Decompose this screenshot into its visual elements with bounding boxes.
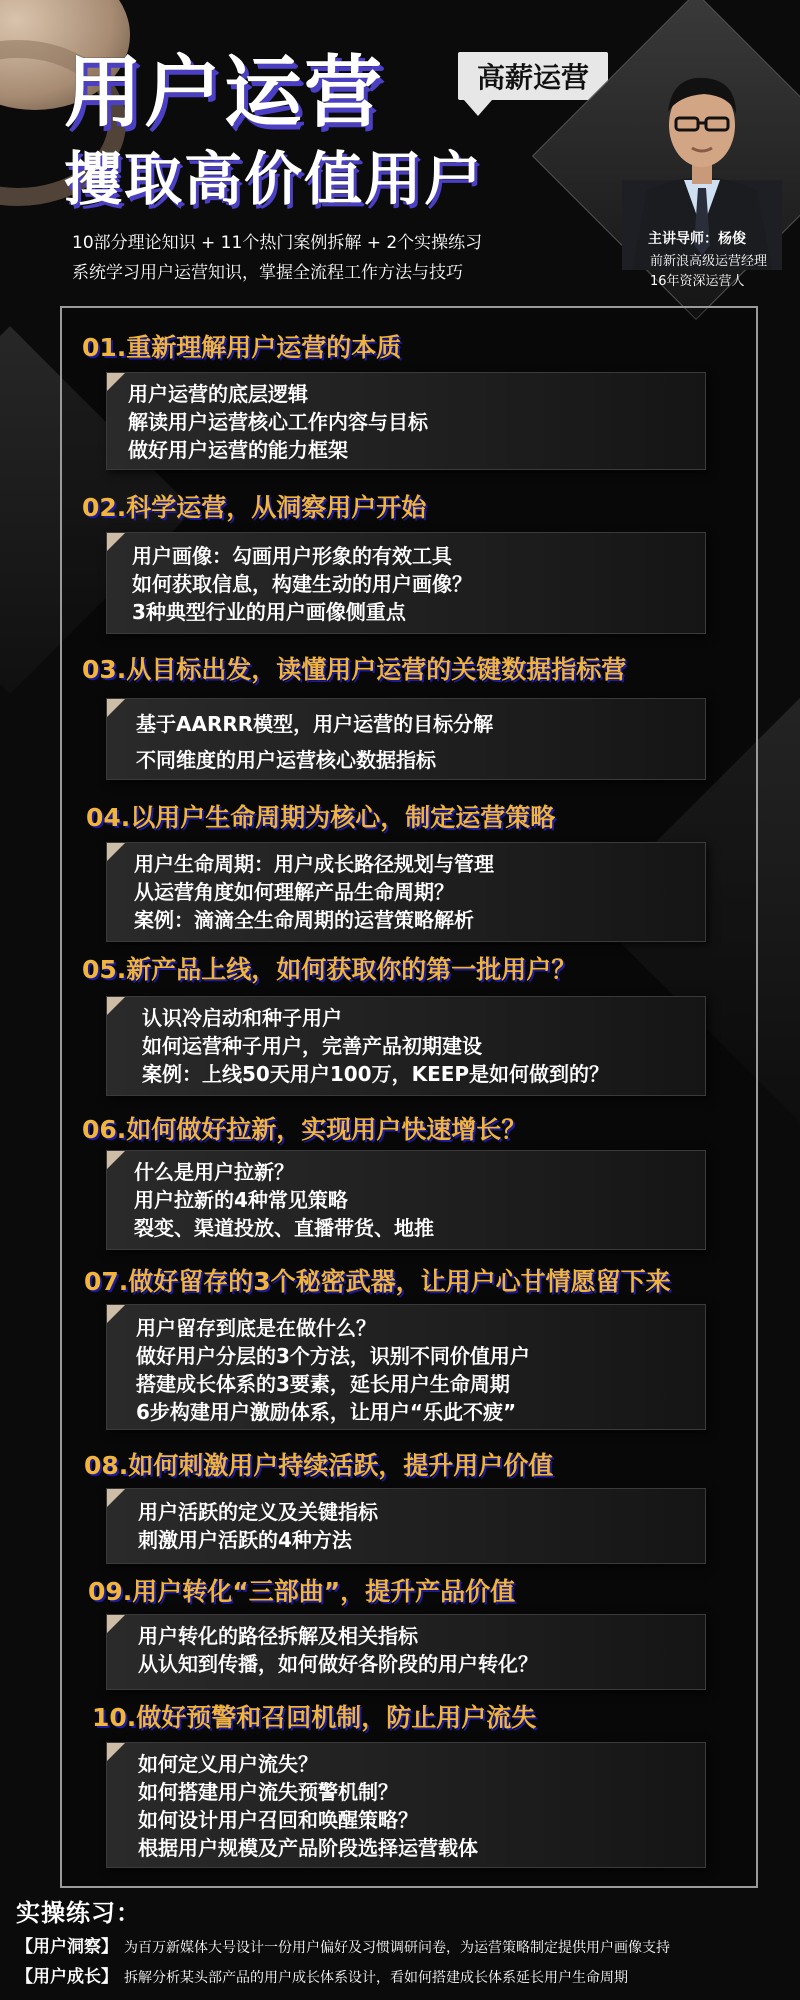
section-item: 如何搭建用户流失预警机制？	[138, 1780, 398, 1804]
practice-text: 为百万新媒体大号设计一份用户偏好及习惯调研问卷，为运营策略制定提供用户画像支持	[124, 1940, 670, 1956]
teacher-title-2: 16年资深运营人	[650, 274, 745, 289]
section-item: 认识冷启动和种子用户	[142, 1006, 342, 1030]
section-title: 09.用户转化“三部曲”，提升产品价值	[88, 1577, 516, 1606]
section-title: 01.重新理解用户运营的本质	[82, 333, 402, 362]
section-item: 刺激用户活跃的4种方法	[138, 1528, 352, 1552]
section-item: 案例：滴滴全生命周期的运营策略解析	[134, 908, 474, 932]
section-title: 06.如何做好拉新，实现用户快速增长？	[82, 1115, 527, 1144]
teacher-title-1: 前新浪高级运营经理	[650, 254, 768, 269]
section-item: 用户生命周期：用户成长路径规划与管理	[134, 852, 494, 876]
section-title: 10.做好预警和召回机制，防止用户流失	[92, 1703, 537, 1732]
section-item: 从运营角度如何理解产品生命周期？	[134, 880, 454, 904]
section-title: 03.从目标出发，读懂用户运营的关键数据指标营	[82, 655, 627, 684]
section-title: 05.新产品上线，如何获取你的第一批用户？	[82, 955, 577, 984]
section-item: 3种典型行业的用户画像侧重点	[132, 600, 406, 624]
practice-text: 拆解分析某头部产品的用户成长体系设计，看如何搭建成长体系延长用户生命周期	[124, 1970, 628, 1986]
practice-tag: 【用户洞察】	[16, 1937, 118, 1957]
section-item: 解读用户运营核心工作内容与目标	[128, 410, 428, 434]
practice-tag: 【用户成长】	[16, 1967, 118, 1987]
practice-heading: 实操练习：	[16, 1899, 141, 1927]
section-item: 如何运营种子用户，完善产品初期建设	[142, 1034, 482, 1058]
section-item: 用户拉新的4种常见策略	[134, 1188, 348, 1212]
section-title: 08.如何刺激用户持续活跃，提升用户价值	[84, 1451, 554, 1480]
section-item: 搭建成长体系的3要素，延长用户生命周期	[136, 1372, 510, 1396]
section-item: 用户转化的路径拆解及相关指标	[138, 1624, 418, 1648]
section-item: 从认知到传播，如何做好各阶段的用户转化？	[138, 1652, 538, 1676]
section-item: 基于AARRR模型，用户运营的目标分解	[136, 712, 494, 736]
section-title: 02.科学运营，从洞察用户开始	[82, 493, 427, 522]
teacher-name: 主讲导师：杨俊	[648, 231, 746, 247]
intro-line-1: 10部分理论知识 + 11个热门案例拆解 + 2个实操练习	[72, 233, 483, 253]
intro-line-2: 系统学习用户运营知识，掌握全流程工作方法与技巧	[72, 263, 463, 283]
section-item: 用户活跃的定义及关键指标	[138, 1500, 378, 1524]
section-item: 做好用户运营的能力框架	[128, 438, 348, 462]
section-item: 做好用户分层的3个方法，识别不同价值用户	[136, 1344, 530, 1368]
section-title: 07.做好留存的3个秘密武器，让用户心甘情愿留下来	[84, 1267, 671, 1296]
main-title: 用户运营	[64, 48, 385, 138]
section-item: 用户留存到底是在做什么？	[136, 1316, 376, 1340]
section-item: 什么是用户拉新？	[134, 1160, 294, 1184]
section-item: 根据用户规模及产品阶段选择运营载体	[138, 1836, 478, 1860]
section-item: 不同维度的用户运营核心数据指标	[136, 748, 436, 772]
section-item: 案例：上线50天用户100万，KEEP是如何做到的？	[142, 1062, 610, 1086]
main-subtitle: 攫取高价值用户	[64, 145, 485, 213]
section-title: 04.以用户生命周期为核心，制定运营策略	[86, 803, 556, 832]
section-item: 用户画像：勾画用户形象的有效工具	[132, 544, 452, 568]
section-item: 如何获取信息，构建生动的用户画像？	[132, 572, 472, 596]
section-item: 6步构建用户激励体系，让用户“乐此不疲”	[136, 1400, 517, 1424]
section-item: 如何定义用户流失？	[138, 1752, 318, 1776]
badge-pointer	[464, 100, 492, 116]
title-badge: 高薪运营	[458, 52, 608, 100]
practice-row-1	[16, 1932, 670, 1957]
practice-row-2	[16, 1962, 628, 1987]
section-item: 裂变、渠道投放、直播带货、地推	[134, 1216, 434, 1240]
section-item: 如何设计用户召回和唤醒策略？	[138, 1808, 418, 1832]
section-item: 用户运营的底层逻辑	[128, 382, 308, 406]
